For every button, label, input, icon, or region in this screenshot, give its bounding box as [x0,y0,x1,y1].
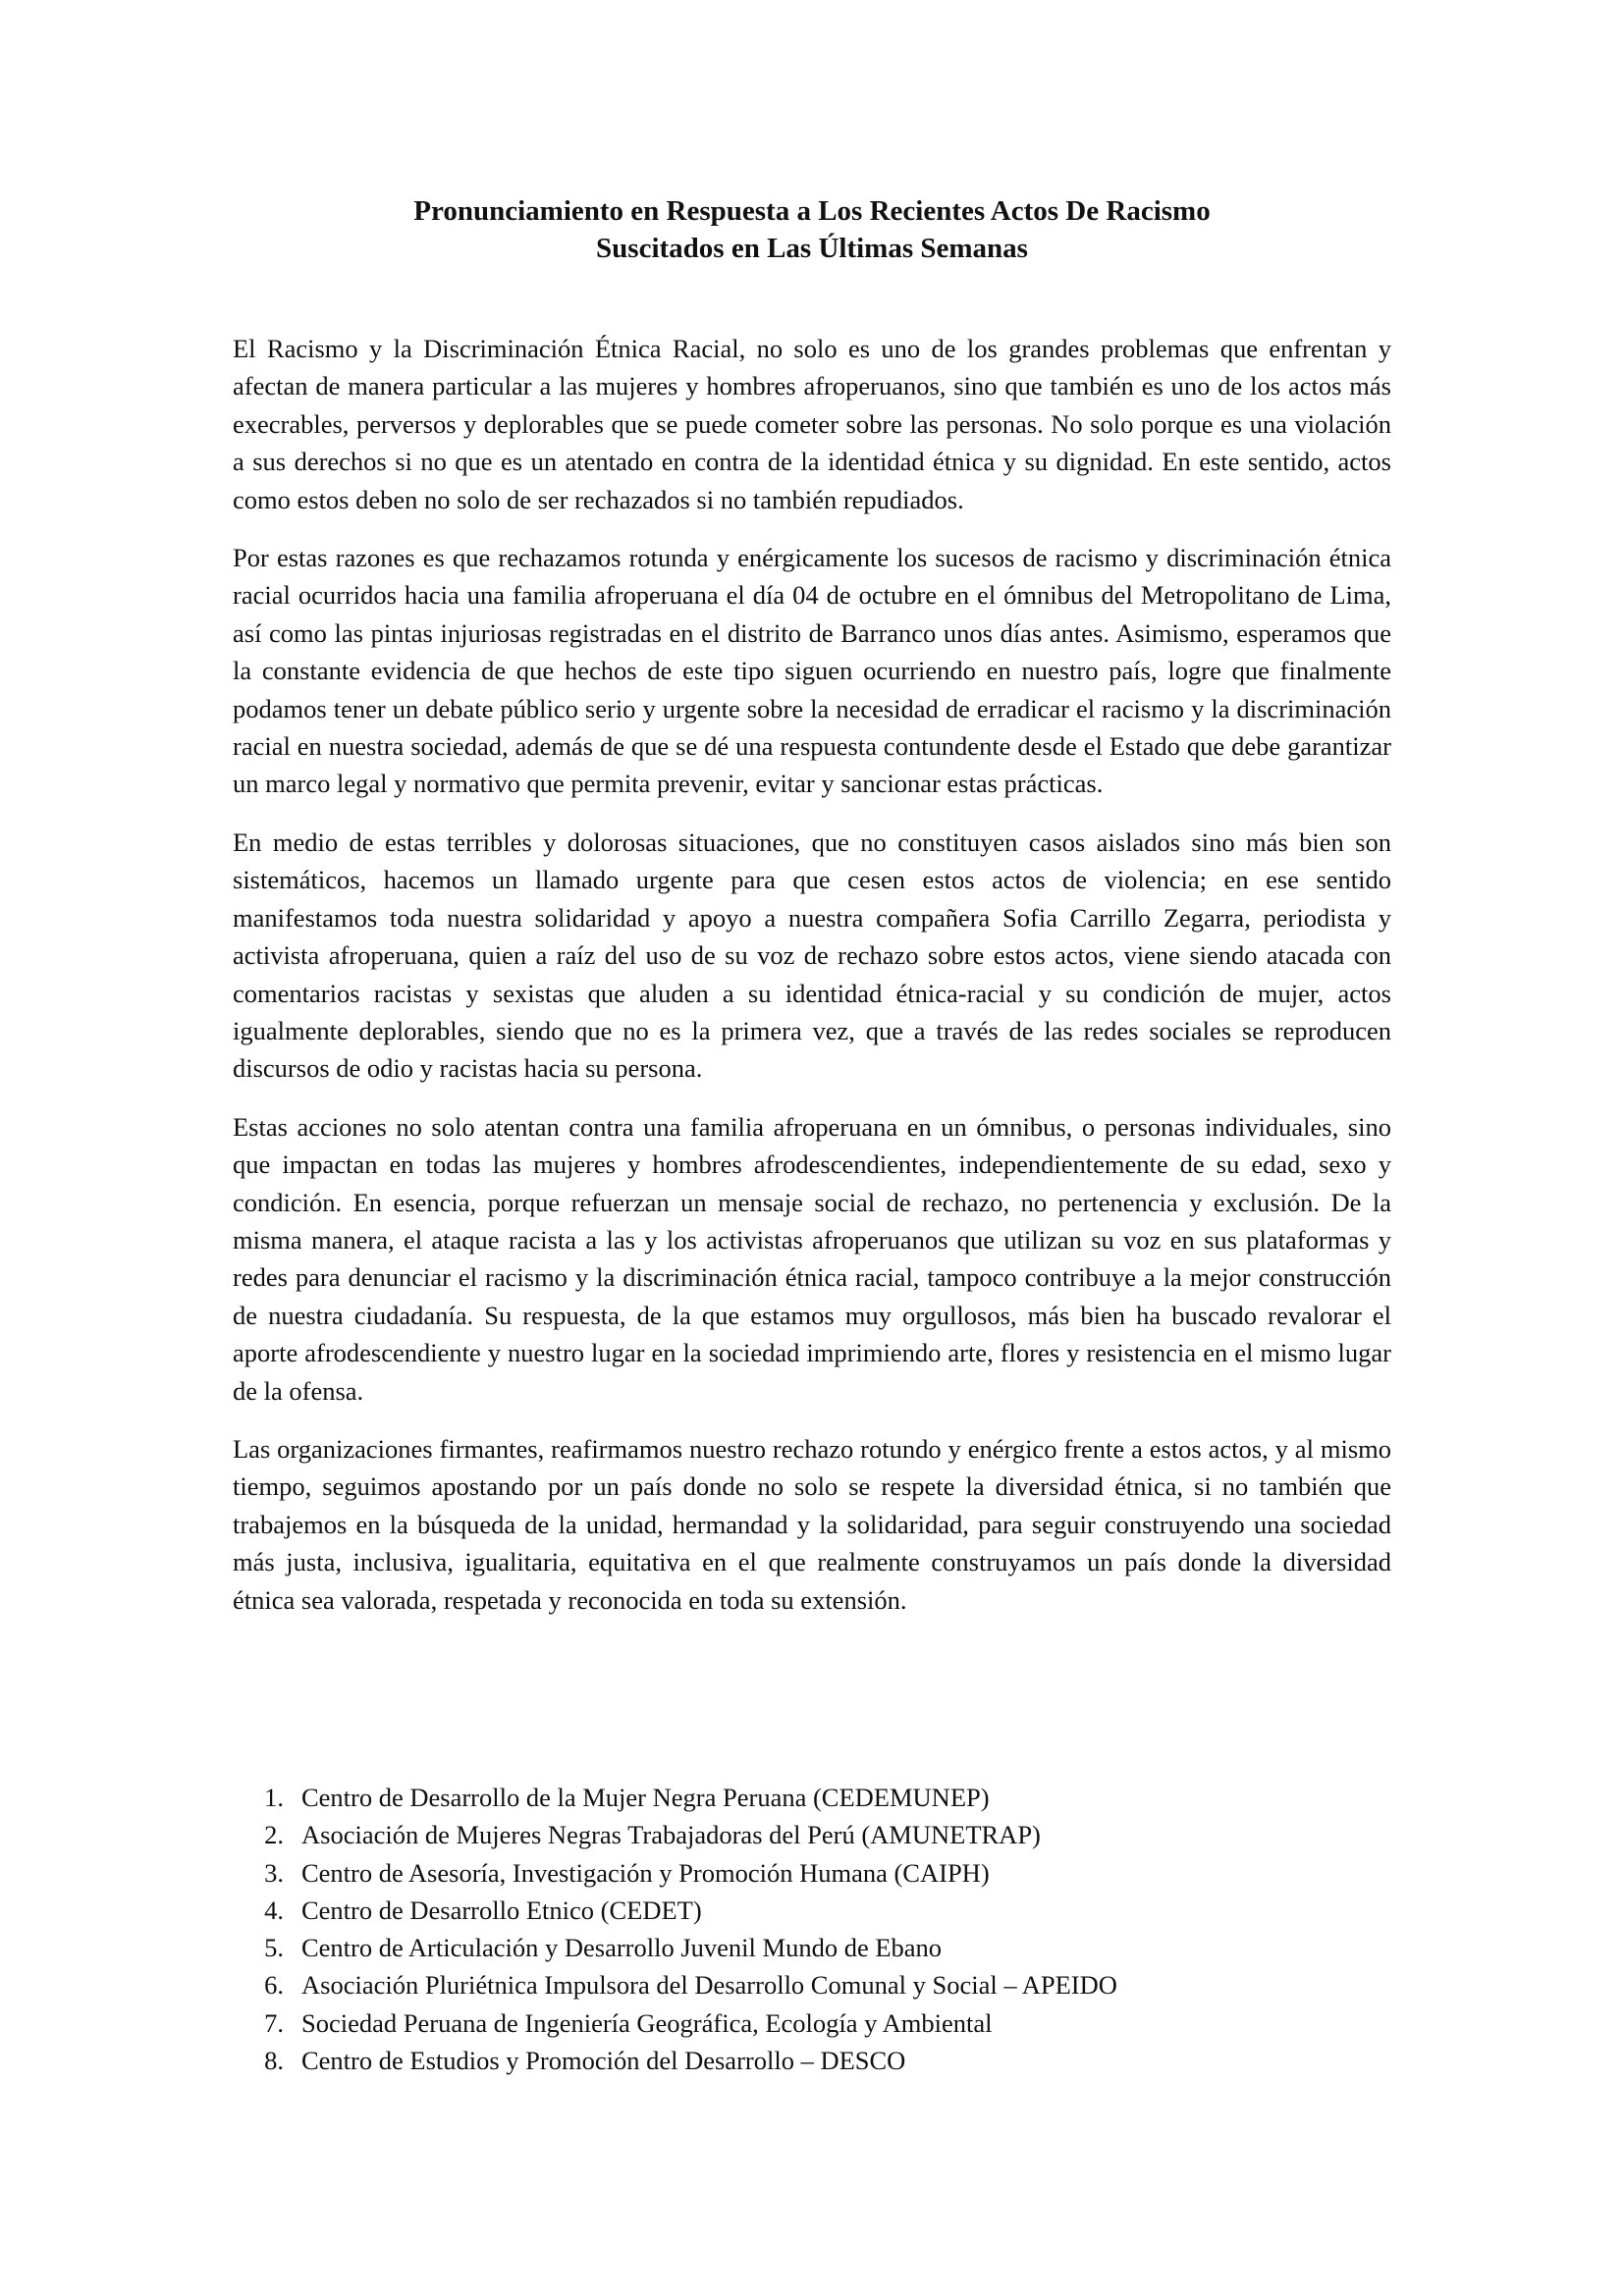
paragraph-4: Estas acciones no solo atentan contra una familia afroperuana en un ómnibus, o personas individuales, sino que impactan en todas las mujeres y hombres afrodescendientes, independientemente de su edad, sexo y condición. En esencia, porque refuerzan un mensaje social de rechazo, no pertenencia y exclusión. De la misma manera, el ataque racista a las y los activistas afroperuanos que utilizan su voz en sus plataformas y redes para denunciar el racismo y la discriminación étnica racial, tampoco contribuye a la mejor construcción de nuestra ciudadanía. Su respuesta, de la que estamos muy orgullosos, más bien ha buscado revalorar el aporte afrodescendiente y nuestro lugar en la sociedad imprimiendo arte, flores y resistencia en el mismo lugar de la ofensa. [233,1111,1391,1406]
list-item-number: 8. [264,2046,284,2076]
list-item-name: Centro de Asesoría, Investigación y Promoción Humana (CAIPH) [301,1857,990,1888]
list-item [233,1966,1391,2003]
list-item-number: 2. [264,1820,284,1850]
list-item-number: 1. [264,1783,284,1812]
list-item-name: Centro de Articulación y Desarrollo Juvenil Mundo de Ebano [301,1933,943,1963]
list-item [233,1929,1391,1966]
paragraph-3: En medio de estas terribles y dolorosas situaciones, que no constituyen casos aislados sino más bien son sistemáticos, hacemos un llamado urgente para que cesen estos actos de violencia; en ese sentido manifestamos toda nuestra solidaridad y apoyo a nuestra compañera Sofia Carrillo Zegarra, periodista y activista afroperuana, quien a raíz del uso de su voz de rechazo sobre estos actos, viene siendo atacada con comentarios racistas y sexistas que aluden a su identidad étnica-racial y su condición de mujer, actos igualmente deplorables, siendo que no es la primera vez, que a través de las redes sociales se reproducen discursos de odio y racistas hacia su persona. [233,827,1391,1084]
title-line-1: Pronunciamiento en Respuesta a Los Recientes Actos De Racismo [413,195,1211,227]
document-body [233,330,1391,1639]
list-item-name: Centro de Desarrollo de la Mujer Negra Peruana (CEDEMUNEP) [301,1783,990,1812]
document-title [233,192,1391,267]
list-item [233,1854,1391,1892]
list-item-name: Centro de Desarrollo Etnico (CEDET) [301,1895,702,1925]
list-item [233,1816,1391,1853]
paragraph-1: El Racismo y la Discriminación Étnica Racial, no solo es uno de los grandes problemas que enfrentan y afectan de manera particular a las mujeres y hombres afroperuanos, sino que también es uno de los actos más execrables, perversos y deplorables que se puede cometer sobre las personas. No solo porque es una violación a sus derechos si no que es un atentado en contra de la identidad étnica y su dignidad. En este sentido, actos como estos deben no solo de ser rechazados si no también repudiados. [233,334,1391,514]
list-item-name: Asociación Pluriétnica Impulsora del Desarrollo Comunal y Social – APEIDO [301,1970,1117,2001]
list-item-name: Sociedad Peruana de Ingeniería Geográfica, Ecología y Ambiental [301,2007,993,2038]
paragraph-2: Por estas razones es que rechazamos rotunda y enérgicamente los sucesos de racismo y discriminación étnica racial ocurridos hacia una familia afroperuana el día 04 de octubre en el ómnibus del Metropolitano de Lima, así como las pintas injuriosas registradas en el distrito de Barranco unos días antes. Asimismo, esperamos que la constante evidencia de que hechos de este tipo siguen ocurriendo en nuestro país, logre que finalmente podamos tener un debate público serio y urgente sobre la necesidad de erradicar el racismo y la discriminación racial en nuestra sociedad, además de que se dé una respuesta contundente desde el Estado que debe garantizar un marco legal y normativo que permita prevenir, evitar y sancionar estas prácticas. [233,543,1391,799]
list-item-number: 3. [264,1857,284,1888]
title-line-2: Suscitados en Las Últimas Semanas [596,233,1028,264]
list-item-name: Asociación de Mujeres Negras Trabajadoras del Perú (AMUNETRAP) [301,1820,1041,1850]
paragraph-5: Las organizaciones firmantes, reafirmamos nuestro rechazo rotundo y enérgico frente a estos actos, y al mismo tiempo, seguimos apostando por un país donde no solo se respete la diversidad étnica, si no también que trabajemos en la búsqueda de la unidad, hermandad y la solidaridad, para seguir construyendo una sociedad más justa, inclusiva, igualitaria, equitativa en el que realmente construyamos un país donde la diversidad étnica sea valorada, respetada y reconocida en toda su extensión. [233,1433,1391,1615]
list-item-name: Centro de Estudios y Promoción del Desarrollo – DESCO [301,2046,906,2076]
list-item [233,1892,1391,1929]
list-item-number: 5. [264,1933,284,1963]
list-item [233,2004,1391,2042]
signatory-organizations-list [233,1779,1391,2079]
list-item [233,1779,1391,1816]
list-item-number: 6. [264,1970,284,2001]
list-item-number: 4. [264,1895,284,1925]
list-item [233,2042,1391,2079]
list-item-number: 7. [264,2007,284,2038]
